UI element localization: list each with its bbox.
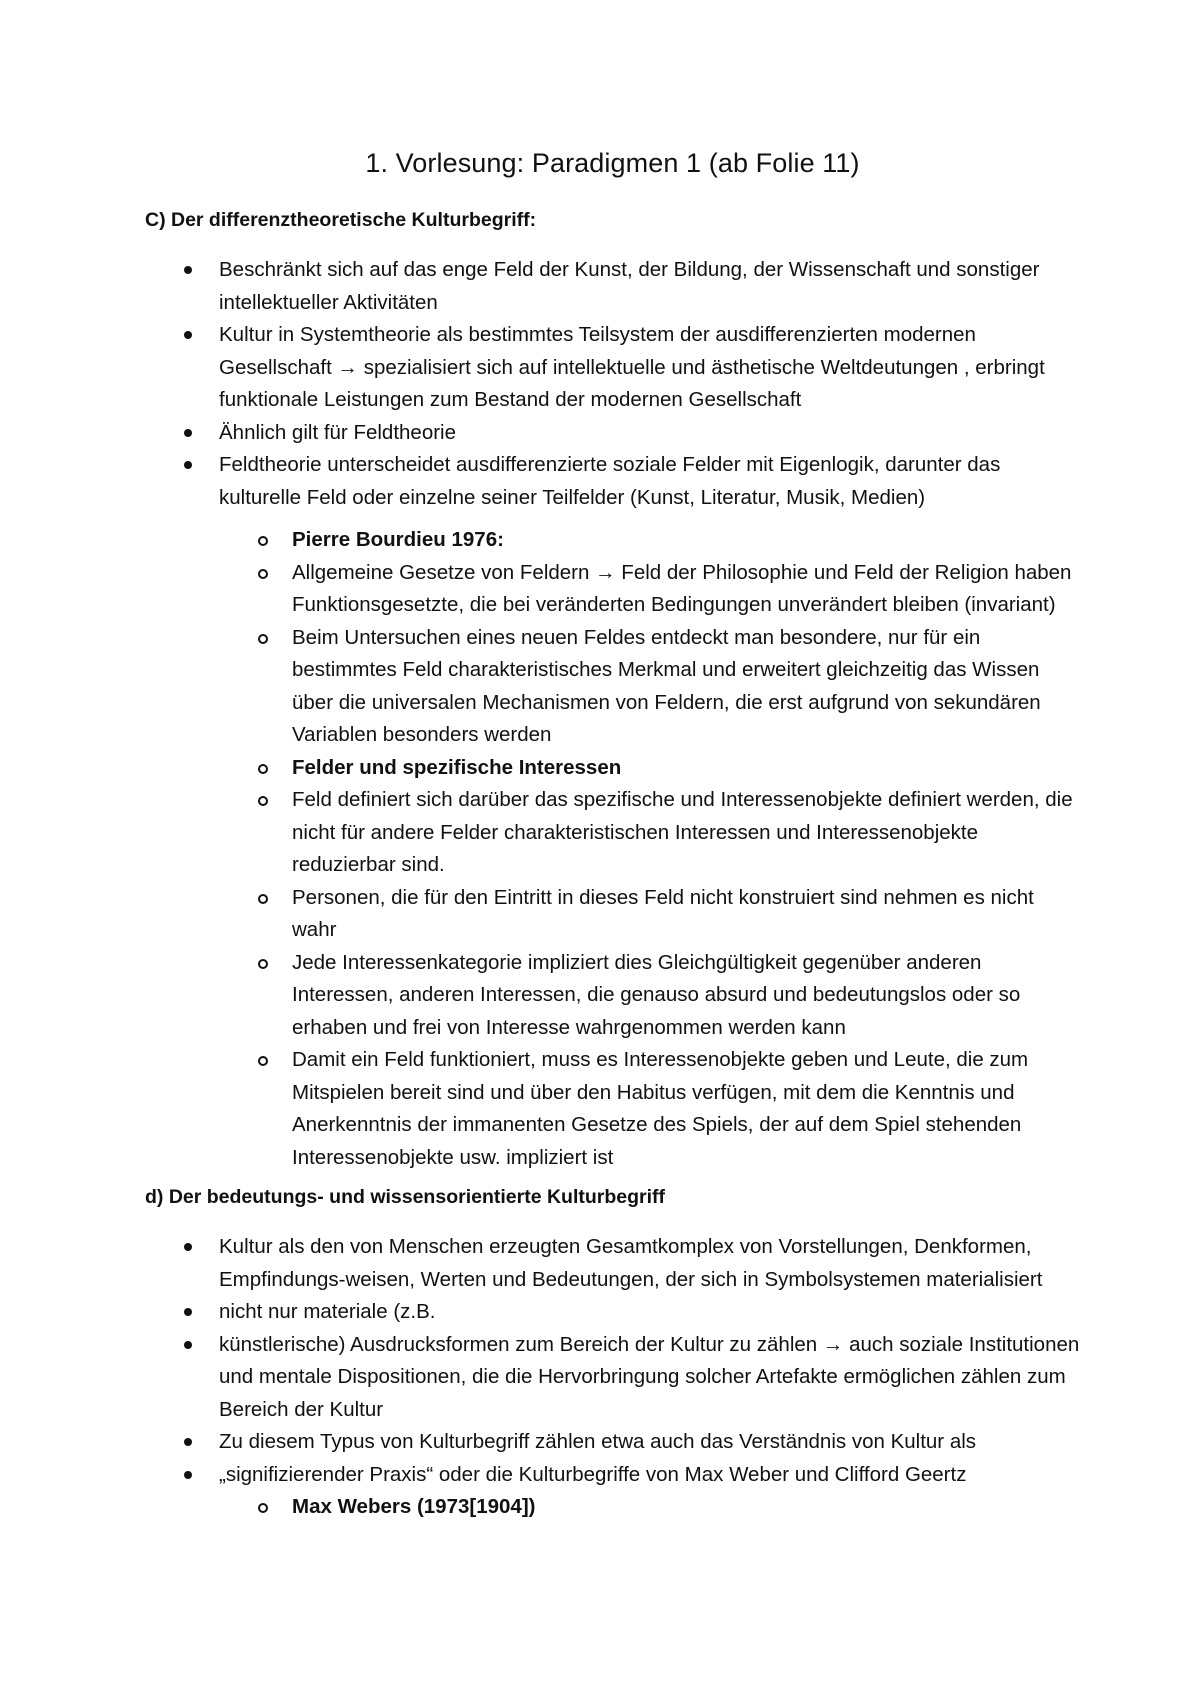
sub-list-item: Pierre Bourdieu 1976:: [145, 524, 1080, 557]
list-item: Feldtheorie unterscheidet ausdifferenzierte soziale Felder mit Eigenlogik, darunter das kulturelle Feld oder einzelne seiner Teilfelder (Kunst, Literatur, Musik, Medien): [145, 449, 1080, 514]
bullet-icon: [184, 429, 192, 437]
list-item: Beschränkt sich auf das enge Feld der Kunst, der Bildung, der Wissenschaft und sonstiger intellektueller Aktivitäten: [145, 254, 1080, 319]
list-item: Ähnlich gilt für Feldtheorie: [145, 417, 1080, 450]
bullet-icon: [184, 1438, 192, 1446]
list-item: „signifizierender Praxis“ oder die Kulturbegriffe von Max Weber und Clifford Geertz: [145, 1459, 1080, 1492]
section-c-list: [145, 254, 1080, 514]
bullet-icon: [184, 331, 192, 339]
sub-list-item: Beim Untersuchen eines neuen Feldes entdeckt man besondere, nur für ein bestimmtes Feld charakteristisches Merkmal und erweitert gleichzeitig das Wissen über die universalen Mechanismen von Feldern, die erst aufgrund von sekundären Variablen besonders werden: [145, 622, 1080, 752]
section-d-sublist: [145, 1491, 1080, 1524]
sub-list-item: Allgemeine Gesetze von Feldern → Feld der Philosophie und Feld der Religion haben Funktionsgesetzte, die bei veränderten Bedingungen unverändert bleiben (invariant): [145, 557, 1080, 622]
sub-list-item: Personen, die für den Eintritt in dieses Feld nicht konstruiert sind nehmen es nicht wahr: [145, 882, 1080, 947]
circle-bullet-icon: [258, 796, 268, 806]
page-title: 1. Vorlesung: Paradigmen 1 (ab Folie 11): [365, 148, 860, 178]
section-c-sublist: [145, 524, 1080, 1174]
section-d-list: [145, 1231, 1080, 1491]
bullet-icon: [184, 1471, 192, 1479]
bullet-icon: [184, 1243, 192, 1251]
circle-bullet-icon: [258, 536, 268, 546]
circle-bullet-icon: [258, 569, 268, 579]
circle-bullet-icon: [258, 1503, 268, 1513]
list-item: nicht nur materiale (z.B.: [145, 1296, 1080, 1329]
sub-list-item: Jede Interessenkategorie impliziert dies Gleichgültigkeit gegenüber anderen Interessen, anderen Interessen, die genauso absurd und bedeutungslos oder so erhaben und frei von Interesse wahrgenommen werden kann: [145, 947, 1080, 1045]
bullet-icon: [184, 1341, 192, 1349]
circle-bullet-icon: [258, 764, 268, 774]
sub-list-item: Feld definiert sich darüber das spezifische und Interessenobjekte definiert werden, die nicht für andere Felder charakteristischen Interessen und Interessenobjekte reduzierbar sind.: [145, 784, 1080, 882]
section-d-heading: d) Der bedeutungs- und wissensorientierte Kulturbegriff: [145, 1186, 666, 1208]
section-c-heading: C) Der differenztheoretische Kulturbegriff:: [145, 209, 537, 231]
circle-bullet-icon: [258, 959, 268, 969]
circle-bullet-icon: [258, 1056, 268, 1066]
sub-list-item: Max Webers (1973[1904]): [145, 1491, 1080, 1524]
list-item: Kultur als den von Menschen erzeugten Gesamtkomplex von Vorstellungen, Denkformen, Empfindungs-weisen, Werten und Bedeutungen, der sich in Symbolsystemen materialisiert: [145, 1231, 1080, 1296]
circle-bullet-icon: [258, 894, 268, 904]
sub-list-item: Felder und spezifische Interessen: [145, 752, 1080, 785]
bullet-icon: [184, 1308, 192, 1316]
bullet-icon: [184, 461, 192, 469]
bullet-icon: [184, 266, 192, 274]
list-item: Kultur in Systemtheorie als bestimmtes Teilsystem der ausdifferenzierten modernen Gesellschaft → spezialisiert sich auf intellektuelle und ästhetische Weltdeutungen , erbringt funktionale Leistungen zum Bestand der modernen Gesellschaft: [145, 319, 1080, 417]
list-item: künstlerische) Ausdrucksformen zum Bereich der Kultur zu zählen → auch soziale Institutionen und mentale Dispositionen, die die Hervorbringung solcher Artefakte ermöglichen zählen zum Bereich der Kultur: [145, 1329, 1080, 1427]
list-item: Zu diesem Typus von Kulturbegriff zählen etwa auch das Verständnis von Kultur als: [145, 1426, 1080, 1459]
circle-bullet-icon: [258, 634, 268, 644]
sub-list-item: Damit ein Feld funktioniert, muss es Interessenobjekte geben und Leute, die zum Mitspielen bereit sind und über den Habitus verfügen, mit dem die Kenntnis und Anerkenntnis der immanenten Gesetze des Spiels, der auf dem Spiel stehenden Interessenobjekte usw. impliziert ist: [145, 1044, 1080, 1174]
